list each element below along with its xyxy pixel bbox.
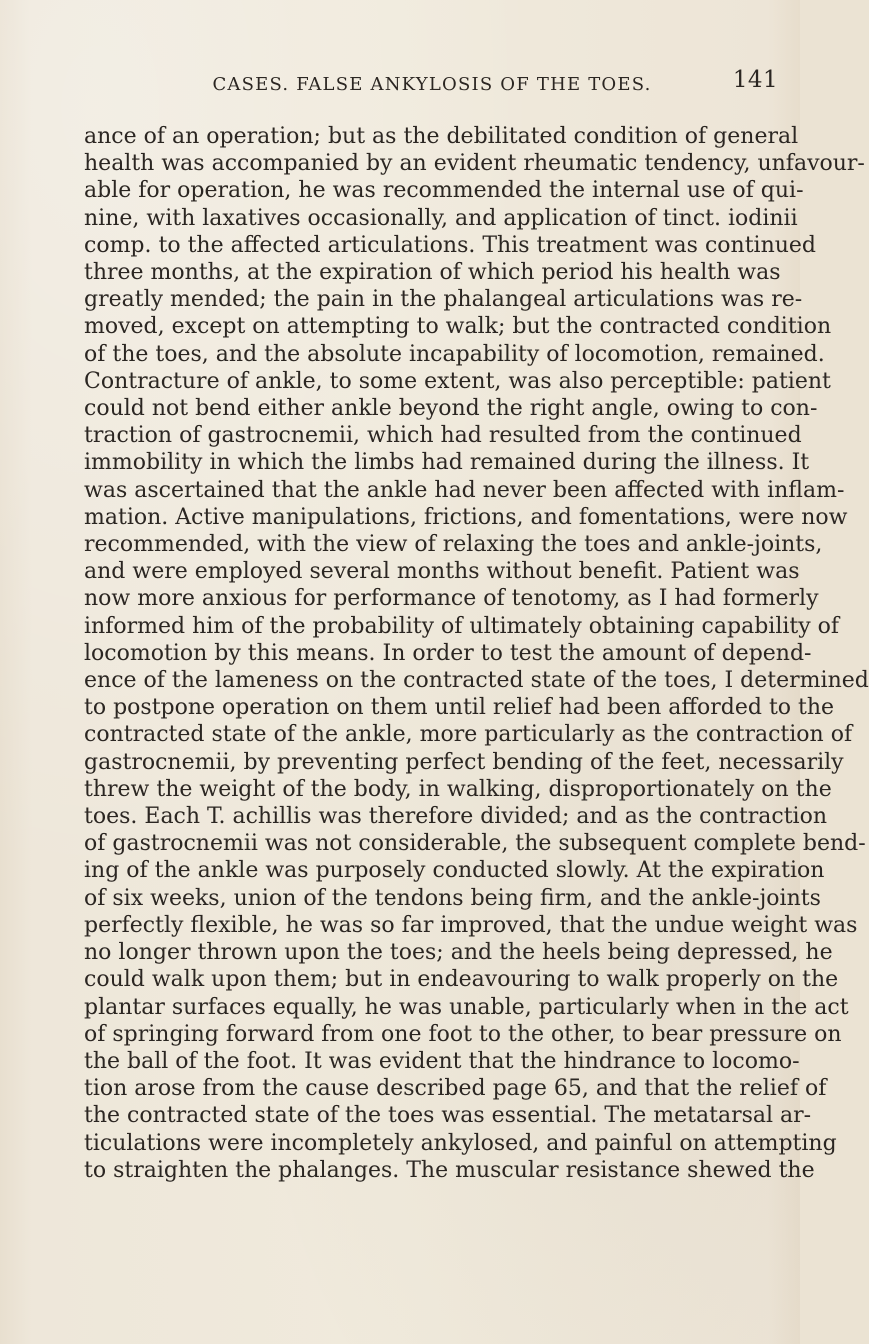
body-text [84,123,869,1184]
page-number: 141 [732,67,778,93]
text-line: the ball of the foot. It was evident that the hindrance to locomo- [84,1048,800,1074]
text-line: of gastrocnemii was not considerable, the subsequent complete bend- [84,831,866,857]
text-line: could not bend either ankle beyond the right angle, owing to con- [84,396,818,422]
text-line: immobility in which the limbs had remained during the illness. It [84,450,810,476]
text-line: plantar surfaces equally, he was unable, particularly when in the act [84,994,849,1020]
text-line: of the toes, and the absolute incapability of locomotion, remained. [84,341,825,367]
text-line: ance of an operation; but as the debilitated condition of general [84,124,799,149]
text-line: to postpone operation on them until relief had been afforded to the [84,695,835,721]
text-line: gastrocnemii, by preventing perfect bending of the feet, necessarily [84,749,844,775]
text-line: mation. Active manipulations, frictions, and fomentations, were now [84,504,848,530]
text-line: the contracted state of the toes was essential. The metatarsal ar- [84,1103,812,1129]
text-line: ticulations were incompletely ankylosed, and painful on attempting [84,1130,837,1156]
text-line: to straighten the phalanges. The muscular resistance shewed the [84,1157,815,1183]
text-line: Contracture of ankle, to some extent, was also perceptible: patient [84,368,831,394]
text-line: traction of gastrocnemii, which had resulted from the continued [84,423,802,449]
text-line: moved, except on attempting to walk; but the contracted condition [84,314,832,340]
text-line: locomotion by this means. In order to test the amount of depend- [84,640,812,666]
text-line: health was accompanied by an evident rheumatic tendency, unfavour- [84,151,865,177]
text-line: threw the weight of the body, in walking, disproportionately on the [84,776,832,802]
text-line: toes. Each T. achillis was therefore divided; and as the contraction [84,804,827,830]
text-line: able for operation, he was recommended the internal use of qui- [84,178,804,204]
text-line: recommended, with the view of relaxing the toes and ankle-joints, [84,532,823,558]
page-header [82,68,782,100]
text-line: ing of the ankle was purposely conducted slowly. At the expiration [84,858,825,884]
text-line: now more anxious for performance of tenotomy, as I had formerly [84,586,819,612]
text-line: contracted state of the ankle, more particularly as the contraction of [84,722,853,748]
text-line: of springing forward from one foot to the other, to bear pressure on [84,1021,842,1047]
text-line: nine, with laxatives occasionally, and application of tinct. iodinii [84,205,798,231]
text-line: three months, at the expiration of which period his health was [84,260,781,286]
text-line: was ascertained that the ankle had never been affected with inflam- [84,477,845,503]
text-line: comp. to the affected articulations. This treatment was continued [84,232,817,258]
text-line: informed him of the probability of ultimately obtaining capability of [84,613,840,639]
text-line: and were employed several months without benefit. Patient was [84,559,800,585]
text-line: no longer thrown upon the toes; and the heels being depressed, he [84,940,833,966]
text-line: tion arose from the cause described page 65, and that the relief of [84,1076,827,1102]
text-line: ence of the lameness on the contracted state of the toes, I determined [84,668,869,694]
text-line: perfectly flexible, he was so far improved, that the undue weight was [84,912,858,938]
running-title: CASES. FALSE ANKYLOSIS OF THE TOES. [212,74,652,95]
text-line: could walk upon them; but in endeavouring to walk properly on the [84,967,839,993]
text-line: of six weeks, union of the tendons being firm, and the ankle-joints [84,885,821,911]
text-line: greatly mended; the pain in the phalangeal articulations was re- [84,287,803,313]
